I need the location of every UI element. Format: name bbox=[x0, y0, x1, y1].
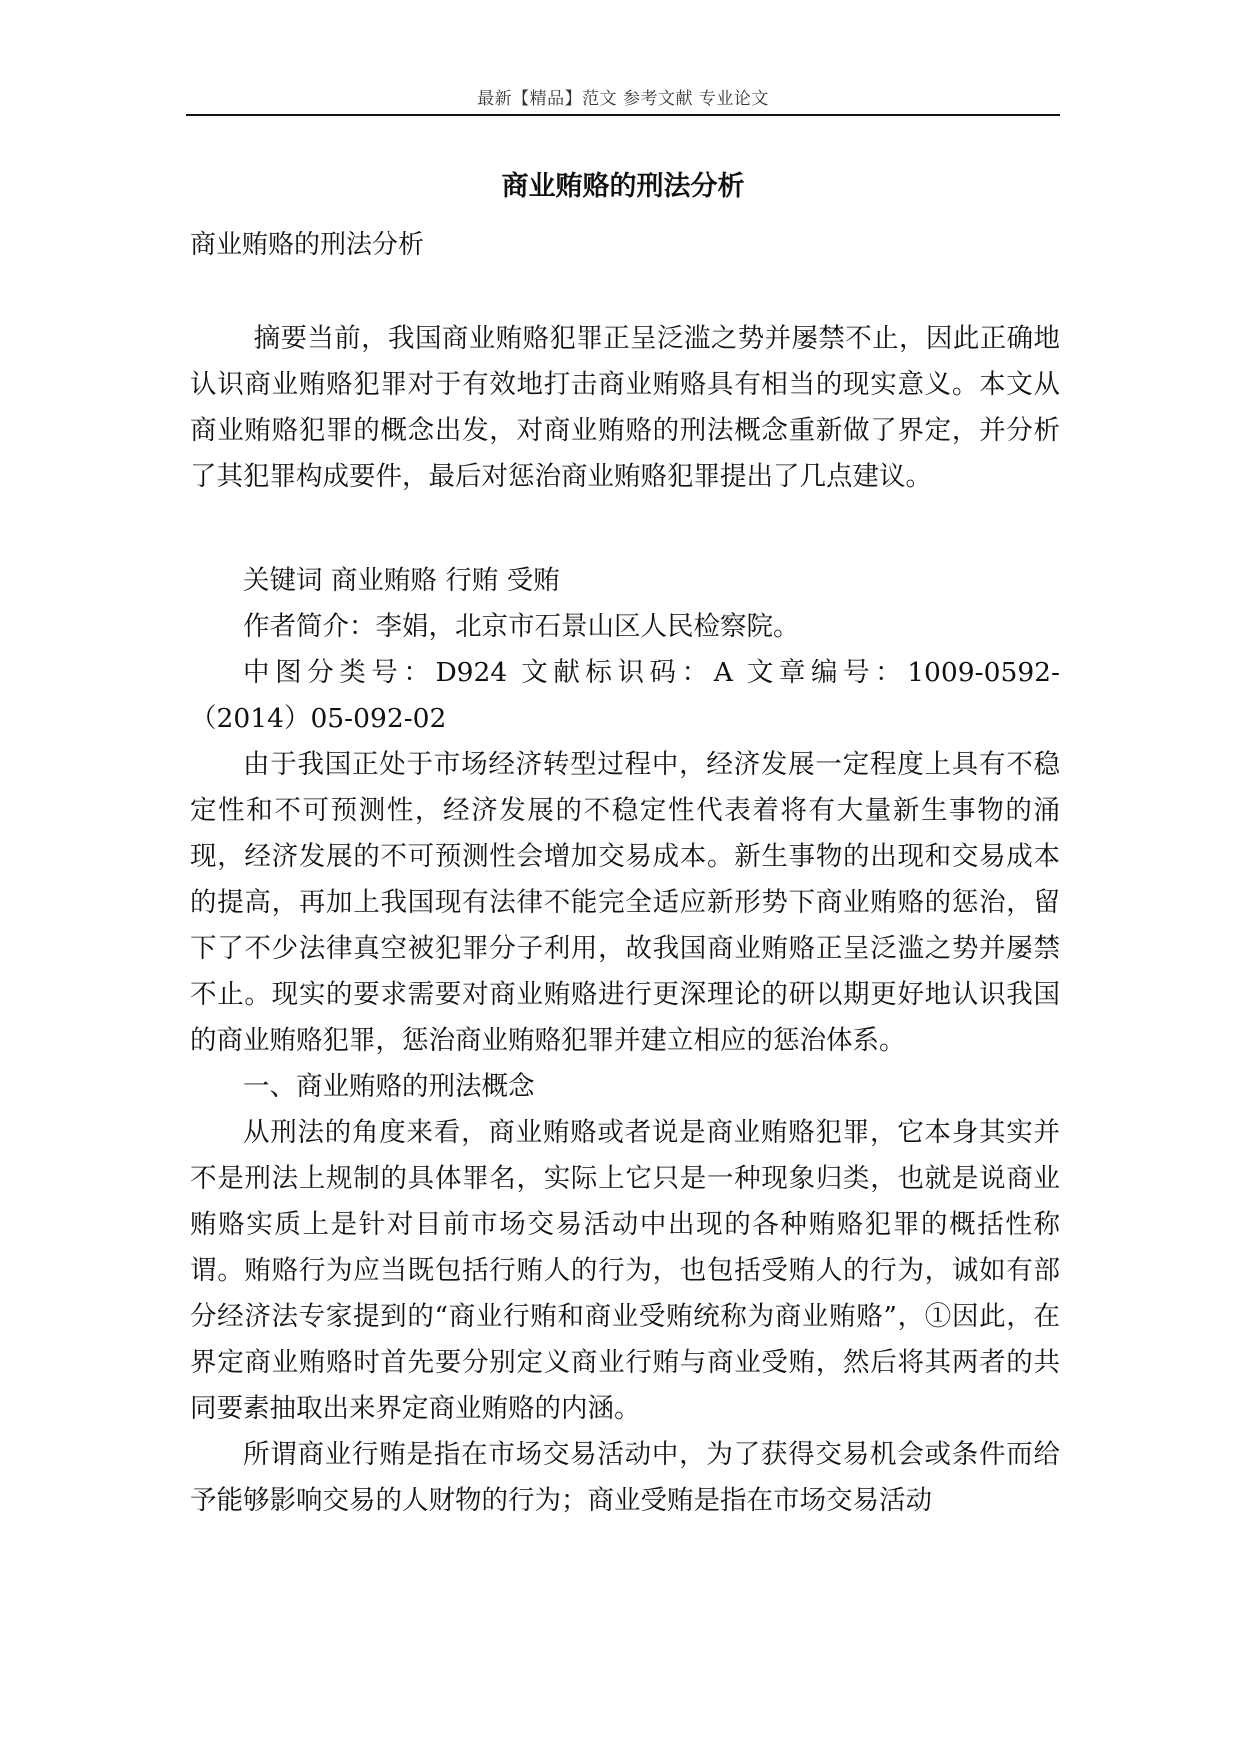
document-title: 商业贿赂的刑法分析 bbox=[501, 171, 745, 202]
spacer bbox=[190, 500, 1060, 558]
document-subtitle: 商业贿赂的刑法分析 bbox=[190, 230, 425, 260]
body-paragraph: 所谓商业行贿是指在市场交易活动中，为了获得交易机会或条件而给予能够影响交易的人财物的行为；商业受贿是指在市场交易活动 bbox=[190, 1439, 1060, 1516]
author-line: 作者简介：李娟，北京市石景山区人民检察院。 bbox=[243, 611, 800, 642]
section-heading: 一、商业贿赂的刑法概念 bbox=[243, 1071, 535, 1102]
keywords-line: 关键词 商业贿赂 行贿 受贿 bbox=[243, 565, 560, 596]
page-header: 最新【精品】范文 参考文献 专业论文 bbox=[477, 89, 769, 109]
classification-line: 中图分类号：D924 文献标识码：A 文章编号：1009-0592-（2014）05-092-02 bbox=[190, 657, 1060, 734]
document-body bbox=[190, 316, 1060, 1524]
abstract-paragraph: 摘要当前，我国商业贿赂犯罪正呈泛滥之势并屡禁不止，因此正确地认识商业贿赂犯罪对于有效地打击商业贿赂具有相当的现实意义。本文从商业贿赂犯罪的概念出发，对商业贿赂的刑法概念重新做了界定，并分析了其犯罪构成要件，最后对惩治商业贿赂犯罪提出了几点建议。 bbox=[190, 323, 1060, 492]
body-paragraph: 从刑法的角度来看，商业贿赂或者说是商业贿赂犯罪，它本身其实并不是刑法上规制的具体罪名，实际上它只是一种现象归类，也就是说商业贿赂实质上是针对目前市场交易活动中出现的各种贿赂犯罪的概括性称谓。贿赂行为应当既包括行贿人的行为，也包括受贿人的行为，诚如有部分经济法专家提到的“商业行贿和商业受贿统称为商业贿赂”，①因此，在界定商业贿赂时首先要分别定义商业行贿与商业受贿，然后将其两者的共同要素抽取出来界定商业贿赂的内涵。 bbox=[190, 1117, 1060, 1424]
intro-paragraph: 由于我国正处于市场经济转型过程中，经济发展一定程度上具有不稳定性和不可预测性，经济发展的不稳定性代表着将有大量新生事物的涌现，经济发展的不可预测性会增加交易成本。新生事物的出现和交易成本的提高，再加上我国现有法律不能完全适应新形势下商业贿赂的惩治，留下了不少法律真空被犯罪分子利用，故我国商业贿赂正呈泛滥之势并屡禁不止。现实的要求需要对商业贿赂进行更深理论的研以期更好地认识我国的商业贿赂犯罪，惩治商业贿赂犯罪并建立相应的惩治体系。 bbox=[190, 749, 1060, 1056]
header-divider bbox=[186, 114, 1060, 116]
